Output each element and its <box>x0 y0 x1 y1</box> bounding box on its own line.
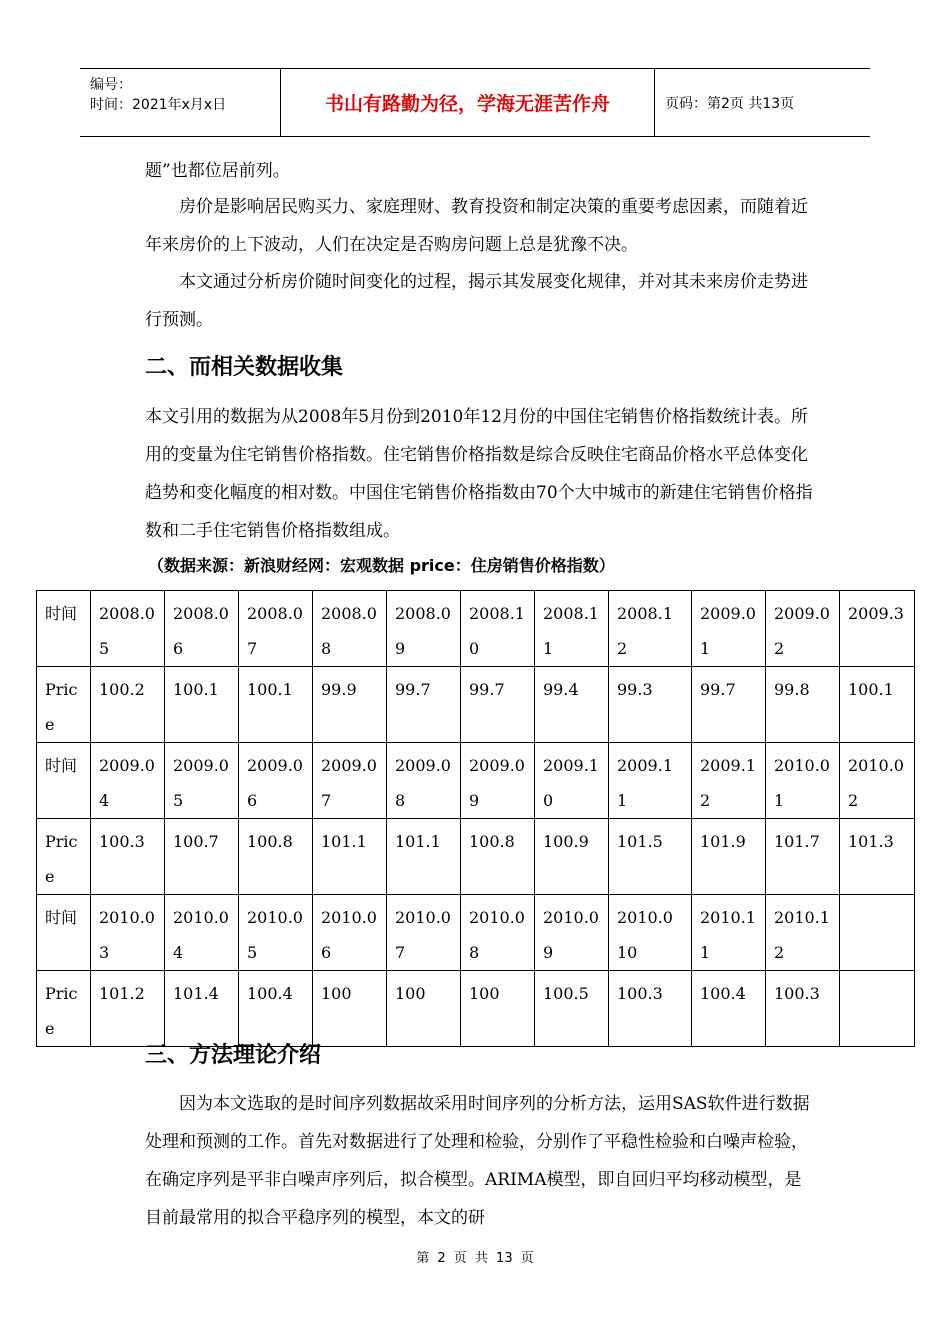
price-cell: 99.3 <box>609 667 692 743</box>
number-label: 编号： <box>90 77 132 93</box>
price-cell: 100.8 <box>239 819 313 895</box>
price-cell: 100 <box>461 971 535 1047</box>
price-cell: 100.1 <box>239 667 313 743</box>
price-cell: 99.7 <box>387 667 461 743</box>
table-row-time <box>37 895 915 971</box>
section-heading-3: 三、方法理论介绍 <box>145 1043 322 1068</box>
time-cell: 2009.11 <box>609 743 692 819</box>
price-cell: 101.1 <box>387 819 461 895</box>
time-label: 时间：2021年x月x日 <box>90 97 227 113</box>
time-cell: 2009.12 <box>692 743 766 819</box>
time-cell: 2009.04 <box>91 743 165 819</box>
time-cell: 2008.07 <box>239 591 313 667</box>
time-cell <box>840 895 915 971</box>
price-cell: 100.4 <box>239 971 313 1047</box>
time-cell: 2009.01 <box>692 591 766 667</box>
header-page-info: 页码：第2页 共13页 <box>665 95 795 112</box>
price-cell: 100.4 <box>692 971 766 1047</box>
time-cell: 2010.07 <box>387 895 461 971</box>
price-cell: 101.1 <box>313 819 387 895</box>
time-row-label: 时间 <box>37 591 91 667</box>
time-cell: 2008.08 <box>313 591 387 667</box>
price-cell: 100.1 <box>165 667 239 743</box>
time-cell: 2008.05 <box>91 591 165 667</box>
time-row-label: 时间 <box>37 895 91 971</box>
time-cell: 2008.10 <box>461 591 535 667</box>
time-cell: 2008.12 <box>609 591 692 667</box>
price-cell: 100.9 <box>535 819 609 895</box>
price-cell: 100.1 <box>840 667 915 743</box>
time-cell: 2010.02 <box>840 743 915 819</box>
time-cell: 2008.11 <box>535 591 609 667</box>
table-row-price <box>37 819 915 895</box>
price-index-table <box>36 590 915 1047</box>
price-cell: 100 <box>313 971 387 1047</box>
price-cell: 101.3 <box>840 819 915 895</box>
table-row-time <box>37 743 915 819</box>
price-cell: 100.3 <box>91 819 165 895</box>
time-cell: 2009.09 <box>461 743 535 819</box>
table-row-time <box>37 591 915 667</box>
price-cell: 99.9 <box>313 667 387 743</box>
paragraph-4: 本文引用的数据为从2008年5月份到2010年12月份的中国住宅销售价格指数统计表。所用的变量为住宅销售价格指数。住宅销售价格指数是综合反映住宅商品价格水平总体变化趋势和变化幅度的相对数。中国住宅销售价格指数由70个大中城市的新建住宅销售价格指数和二手住宅销售价格指数组成。 <box>145 407 813 541</box>
time-cell: 2010.06 <box>313 895 387 971</box>
table-row-price <box>37 971 915 1047</box>
time-row-label: 时间 <box>37 743 91 819</box>
price-cell: 99.7 <box>692 667 766 743</box>
data-source-note: （数据来源：新浪财经网：宏观数据 price：住房销售价格指数） <box>148 556 615 575</box>
price-cell: 100.5 <box>535 971 609 1047</box>
price-cell: 99.4 <box>535 667 609 743</box>
time-cell: 2009.3 <box>840 591 915 667</box>
time-cell: 2009.05 <box>165 743 239 819</box>
price-cell: 100.3 <box>766 971 840 1047</box>
price-row-label: Price <box>37 819 91 895</box>
price-cell: 101.4 <box>165 971 239 1047</box>
price-cell: 101.2 <box>91 971 165 1047</box>
time-cell: 2009.06 <box>239 743 313 819</box>
price-cell: 99.8 <box>766 667 840 743</box>
price-cell: 100.2 <box>91 667 165 743</box>
time-cell: 2008.06 <box>165 591 239 667</box>
time-cell: 2010.010 <box>609 895 692 971</box>
time-cell: 2009.10 <box>535 743 609 819</box>
price-row-label: Price <box>37 667 91 743</box>
time-cell: 2010.03 <box>91 895 165 971</box>
time-cell: 2010.01 <box>766 743 840 819</box>
price-cell: 101.5 <box>609 819 692 895</box>
paragraph-5: 因为本文选取的是时间序列数据故采用时间序列的分析方法，运用SAS软件进行数据处理和预测的工作。首先对数据进行了处理和检验，分别作了平稳性检验和白噪声检验，在确定序列是平非白噪声序列后，拟合模型。ARIMA模型，即自回归平均移动模型，是目前最常用的拟合平稳序列的模型，本文的研 <box>145 1094 810 1228</box>
time-cell: 2010.04 <box>165 895 239 971</box>
time-cell: 2010.12 <box>766 895 840 971</box>
time-cell: 2010.08 <box>461 895 535 971</box>
price-cell: 100.8 <box>461 819 535 895</box>
page-footer: 第 2 页 共 13 页 <box>416 1251 534 1266</box>
paragraph-2: 房价是影响居民购买力、家庭理财、教育投资和制定决策的重要考虑因素，而随着近年来房价的上下波动，人们在决定是否购房问题上总是犹豫不决。 <box>145 197 808 255</box>
time-cell: 2009.07 <box>313 743 387 819</box>
paragraph-1: 题”也都位居前列。 <box>145 161 290 181</box>
price-cell: 101.7 <box>766 819 840 895</box>
table-row-price <box>37 667 915 743</box>
price-cell: 100.7 <box>165 819 239 895</box>
time-cell: 2009.08 <box>387 743 461 819</box>
price-cell: 100 <box>387 971 461 1047</box>
page-header <box>80 68 870 137</box>
time-cell: 2009.02 <box>766 591 840 667</box>
time-cell: 2008.09 <box>387 591 461 667</box>
time-cell: 2010.05 <box>239 895 313 971</box>
price-row-label: Price <box>37 971 91 1047</box>
price-cell: 101.9 <box>692 819 766 895</box>
header-meta <box>80 69 281 136</box>
price-cell: 100.3 <box>609 971 692 1047</box>
header-motto: 书山有路勤为径，学海无涯苦作舟 <box>281 69 655 136</box>
time-cell: 2010.11 <box>692 895 766 971</box>
time-cell: 2010.09 <box>535 895 609 971</box>
section-heading-2: 二、而相关数据收集 <box>145 355 344 380</box>
price-cell <box>840 971 915 1047</box>
paragraph-3: 本文通过分析房价随时间变化的过程，揭示其发展变化规律，并对其未来房价走势进行预测。 <box>145 272 808 330</box>
price-cell: 99.7 <box>461 667 535 743</box>
